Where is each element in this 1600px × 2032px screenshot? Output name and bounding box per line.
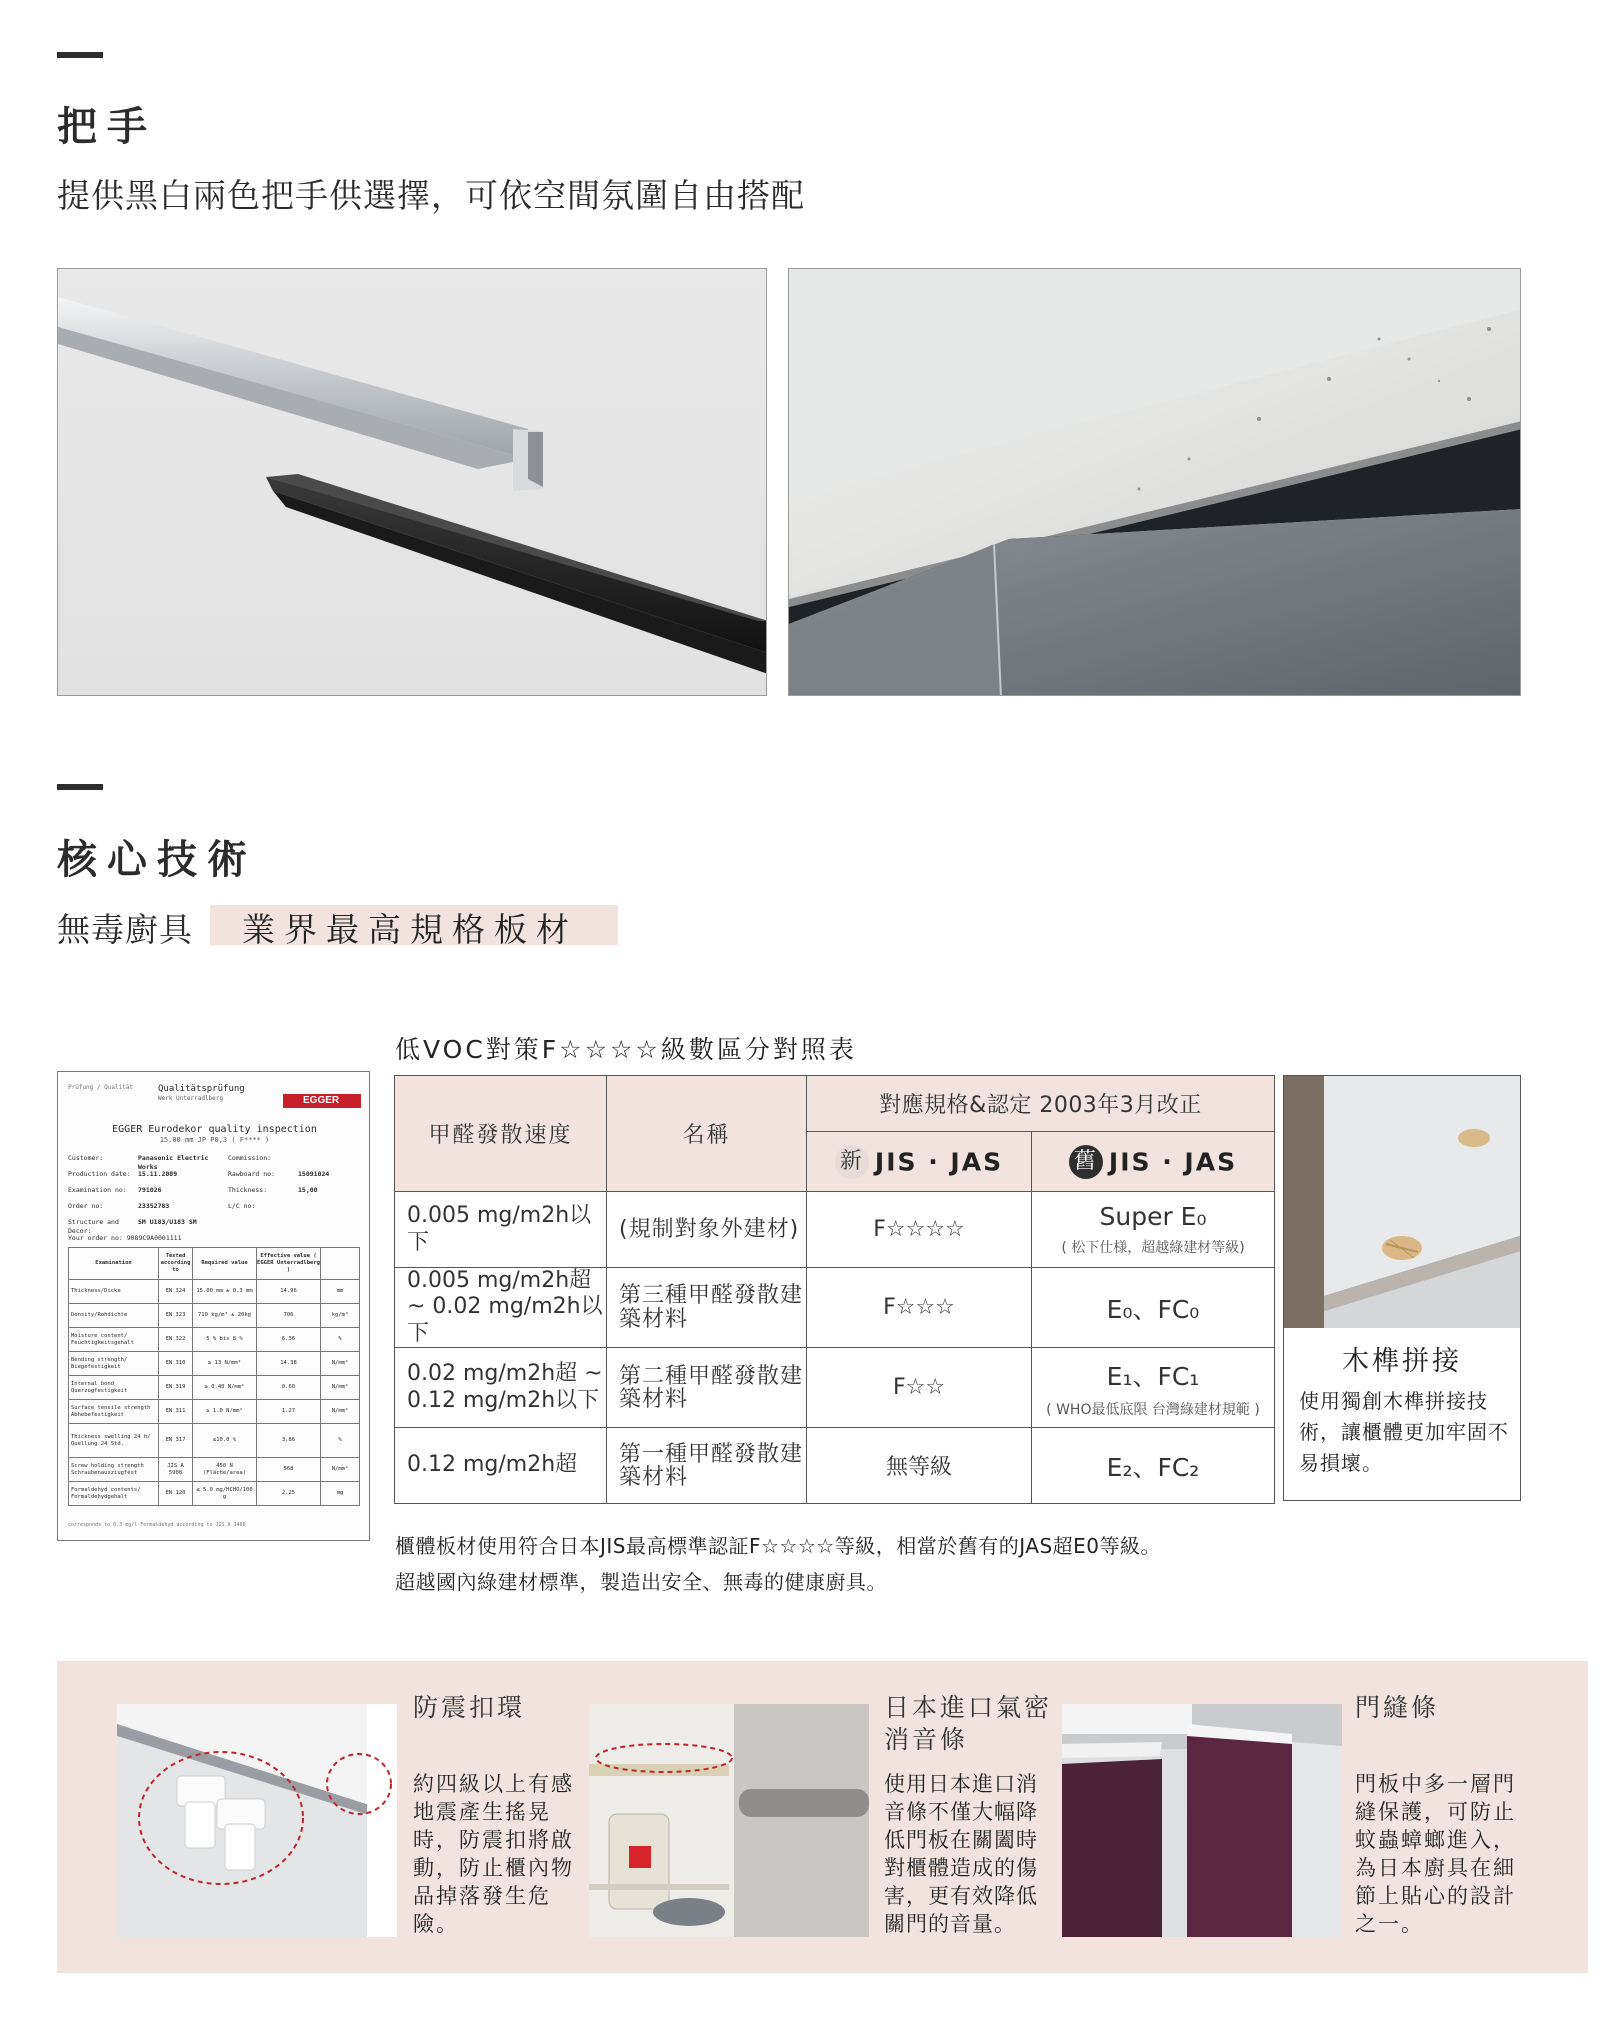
cert-field-label: Thickness: xyxy=(228,1186,268,1194)
cert-table-cell: EN 322 xyxy=(159,1328,193,1352)
door-gap-strip-photo xyxy=(1062,1704,1342,1937)
voc-note-line1: 櫃體板材使用符合日本JIS最高標準認証F☆☆☆☆等級，相當於舊有的JAS超E0等級。 xyxy=(395,1534,1161,1558)
cert-table-row xyxy=(69,1482,360,1506)
cert-table-row xyxy=(69,1376,360,1400)
handles-subtitle: 提供黑白兩色把手供選擇，可依空間氛圍自由搭配 xyxy=(57,176,805,215)
cert-table-cell: 450 N (Fläche/area) xyxy=(193,1458,257,1482)
cell-old-value: Super E₀ xyxy=(1099,1202,1207,1231)
feature-desc-door-gap: 門板中多一層門縫保護，可防止蚊蟲蟑螂進入，為日本廚具在細節上貼心的設計之一。 xyxy=(1355,1772,1516,1936)
cert-table-cell: % xyxy=(321,1424,360,1458)
egger-logo xyxy=(283,1094,361,1108)
cert-fields xyxy=(68,1154,363,1244)
cert-table-cell: 1.27 xyxy=(257,1400,321,1424)
cert-table-cell: ≥ 1.0 N/mm² xyxy=(193,1400,257,1424)
core-label: 無毒廚具 xyxy=(57,910,193,949)
cert-table-cell: ≥ 0.40 N/mm² xyxy=(193,1376,257,1400)
cell-name: (規制對象外建材) xyxy=(607,1192,807,1268)
cell-speed: 0.02 mg/m2h超 ~ 0.12 mg/m2h以下 xyxy=(395,1348,607,1428)
cert-table-row xyxy=(69,1304,360,1328)
cert-title: Qualitätsprüfung xyxy=(158,1084,245,1094)
cert-table-cell: N/mm² xyxy=(321,1400,360,1424)
section-dash-handles xyxy=(57,52,103,58)
handle-profiles-photo xyxy=(57,268,767,696)
header-jis-old xyxy=(1032,1132,1275,1192)
cert-table-row xyxy=(69,1280,360,1304)
cert-field-value: 15091024 xyxy=(298,1170,330,1178)
cert-col-header: Tested according to xyxy=(159,1248,193,1280)
cert-field-value: 791026 xyxy=(138,1186,162,1194)
cell-new: F☆☆ xyxy=(807,1348,1032,1428)
cert-field-label: Commission: xyxy=(228,1154,272,1162)
cert-table-cell: 15.00 mm ± 0.3 mm xyxy=(193,1280,257,1304)
cert-table-cell: ≤10.0 % xyxy=(193,1424,257,1458)
cert-table-cell: EN 311 xyxy=(159,1400,193,1424)
voc-table-title: 低VOC對策F☆☆☆☆級數區分對照表 xyxy=(395,1035,857,1064)
cert-table-cell: 14.96 xyxy=(257,1280,321,1304)
cert-col-header: Effective value ( EGGER Unterradlberg ) xyxy=(257,1248,321,1280)
cert-field-label: L/C no: xyxy=(228,1202,256,1210)
cert-table-cell: N/mm² xyxy=(321,1352,360,1376)
cert-table-cell: EN 323 xyxy=(159,1304,193,1328)
cert-table-cell: 710 kg/m³ ± 20kg xyxy=(193,1304,257,1328)
cell-speed: 0.005 mg/m2h以下 xyxy=(395,1192,607,1268)
cert-table-cell: ≥ 13 N/mm² xyxy=(193,1352,257,1376)
egger-logo-text: EGGER xyxy=(303,1095,340,1106)
cell-name: 第一種甲醛發散建築材料 xyxy=(607,1428,807,1504)
dowel-description: 使用獨創木榫拼接技術，讓櫃體更加牢固不易損壞。 xyxy=(1299,1389,1509,1475)
egger-certificate xyxy=(57,1071,370,1541)
cert-table-row xyxy=(69,1424,360,1458)
cell-old-value: E₂、FC₂ xyxy=(1106,1452,1200,1482)
cert-order: Your order no: 9089C9A0001111 xyxy=(68,1234,182,1242)
cert-table-cell: N/mm² xyxy=(321,1376,360,1400)
new-badge: 新 xyxy=(835,1145,869,1179)
feature-title-quake: 防震扣環 xyxy=(413,1693,526,1722)
table-row xyxy=(395,1348,1275,1428)
silencer-strip-photo xyxy=(589,1704,869,1937)
handles-title: 把手 xyxy=(57,104,157,150)
cert-field-label: Rawboard no: xyxy=(228,1170,275,1178)
cert-table-row xyxy=(69,1352,360,1376)
cert-table-cell: EN 324 xyxy=(159,1280,193,1304)
feature-title-silencer: 日本進口氣密消音條 xyxy=(884,1693,1053,1754)
cert-table-cell: mg xyxy=(321,1482,360,1506)
cert-table-cell: Surface tensile strength Abhebefestigkeit xyxy=(69,1400,159,1424)
cert-field-label: Structure and Decor: xyxy=(68,1218,119,1235)
cert-table-cell: Screw holding strength Schraubenausziugfest xyxy=(69,1458,159,1482)
cert-table-cell: EN 317 xyxy=(159,1424,193,1458)
cert-table-cell: 568 xyxy=(257,1458,321,1482)
cert-subtitle: Werk Unterradlberg xyxy=(158,1095,224,1102)
cert-field-row xyxy=(68,1202,363,1218)
cert-field-row xyxy=(68,1154,363,1170)
jis-old-label: JIS · JAS xyxy=(1108,1147,1238,1176)
cert-field-row xyxy=(68,1170,363,1186)
cell-old-note: ( WHO最低底限 台灣綠建材規範 ) xyxy=(1046,1401,1260,1418)
cert-table-row xyxy=(69,1328,360,1352)
voc-table xyxy=(394,1075,1275,1504)
cert-table-cell: N/mm² xyxy=(321,1458,360,1482)
cert-table-cell: ≤ 5.0 mg/HCHO/100 g xyxy=(193,1482,257,1506)
cert-table-cell: 3.86 xyxy=(257,1424,321,1458)
cert-table-cell: 14.38 xyxy=(257,1352,321,1376)
cell-name: 第二種甲醛發散建築材料 xyxy=(607,1348,807,1428)
cell-new: F☆☆☆☆ xyxy=(807,1192,1032,1268)
cert-header-left: Prüfung / Qualität xyxy=(68,1084,134,1091)
feature-desc-silencer: 使用日本進口消音條不僅大幅降低門板在關闔時對櫃體造成的傷害，更有效降低關門的音量。 xyxy=(884,1772,1038,1936)
cert-field-value: Panasonic Electric Works xyxy=(138,1154,209,1171)
cell-speed: 0.12 mg/m2h超 xyxy=(395,1428,607,1504)
cell-new: F☆☆☆ xyxy=(807,1268,1032,1348)
dowel-card xyxy=(1283,1075,1521,1501)
cert-table-row xyxy=(69,1400,360,1424)
cert-table-cell: Thickness/Dicke xyxy=(69,1280,159,1304)
cert-table-cell: kg/m³ xyxy=(321,1304,360,1328)
cert-table-cell: Formaldehyd contents/ Formaldehydgehalt xyxy=(69,1482,159,1506)
dowel-title: 木榫拼接 xyxy=(1342,1346,1462,1377)
cell-old xyxy=(1032,1192,1275,1268)
old-badge: 舊 xyxy=(1069,1145,1103,1179)
cert-table xyxy=(68,1247,360,1506)
cert-heading: EGGER Eurodekor quality inspection xyxy=(112,1124,317,1135)
cert-table-cell: EN 310 xyxy=(159,1352,193,1376)
cell-speed: 0.005 mg/m2h超 ~ 0.02 mg/m2h以下 xyxy=(395,1268,607,1348)
cert-field-row xyxy=(68,1186,363,1202)
cert-table-cell: Bending strength/ Biegefestigkeit xyxy=(69,1352,159,1376)
cert-table-cell: 706 xyxy=(257,1304,321,1328)
header-jis-new xyxy=(807,1132,1032,1192)
cert-col-header: Required value xyxy=(193,1248,257,1280)
cert-field-row xyxy=(68,1218,363,1234)
cert-field-value: 23352783 xyxy=(138,1202,170,1210)
cert-col-header: Examination xyxy=(69,1248,159,1280)
cert-col-header xyxy=(321,1248,360,1280)
table-row xyxy=(395,1428,1275,1504)
cell-old xyxy=(1032,1268,1275,1348)
core-highlight: 業界最高規格板材 xyxy=(242,910,578,949)
dowel-photo xyxy=(1284,1076,1520,1328)
cert-table-cell: % xyxy=(321,1328,360,1352)
feature-title-door-gap: 門縫條 xyxy=(1355,1693,1440,1722)
cert-table-cell: 0.60 xyxy=(257,1376,321,1400)
cert-table-cell: EN 319 xyxy=(159,1376,193,1400)
feature-desc-quake: 約四級以上有感地震產生搖晃時，防震扣將啟動，防止櫃內物品掉落發生危險。 xyxy=(413,1772,574,1936)
cell-old-note: ( 松下仕様，超越綠建材等級) xyxy=(1061,1240,1245,1256)
cell-old xyxy=(1032,1428,1275,1504)
cert-table-cell: JIS A 5908 xyxy=(159,1458,193,1482)
cert-field-label: Order no: xyxy=(68,1202,104,1210)
cert-table-cell: Moisture content/ Feuchtigkeitsgehalt xyxy=(69,1328,159,1352)
cert-table-cell: 6.36 xyxy=(257,1328,321,1352)
cert-field-label: Production date: xyxy=(68,1170,131,1178)
core-title: 核心技術 xyxy=(57,837,257,883)
cert-field-value: 15.11.2009 xyxy=(138,1170,178,1178)
cert-heading-sub: 15.00 mm JP P0,3 ( F**** ) xyxy=(159,1136,270,1144)
cell-old-value: E₁、FC₁ xyxy=(1106,1361,1200,1391)
section-dash-core xyxy=(57,784,103,790)
cert-table-row xyxy=(69,1458,360,1482)
anti-quake-clip-photo xyxy=(117,1704,397,1937)
black-handle-on-cabinet-photo xyxy=(788,268,1521,696)
table-row xyxy=(395,1268,1275,1348)
header-spec: 對應規格&認定 2003年3月改正 xyxy=(807,1076,1275,1132)
header-name: 名稱 xyxy=(607,1076,807,1192)
voc-note-line2: 超越國內綠建材標準，製造出安全、無毒的健康廚具。 xyxy=(395,1570,887,1594)
table-row xyxy=(395,1192,1275,1268)
cert-table-cell: mm xyxy=(321,1280,360,1304)
cert-field-value: 15,00 xyxy=(298,1186,318,1194)
cert-field-value: SM U183/U183 SM xyxy=(138,1218,197,1226)
cert-table-cell: Thickness swelling 24 h/ Quellung 24 Std. xyxy=(69,1424,159,1458)
cell-old xyxy=(1032,1348,1275,1428)
cell-old-value: E₀、FC₀ xyxy=(1106,1294,1200,1324)
cert-table-cell: 2.25 xyxy=(257,1482,321,1506)
cert-table-cell: Internal bond Querzugfestigkeit xyxy=(69,1376,159,1400)
cert-field-label: Customer: xyxy=(68,1154,104,1162)
cell-name: 第三種甲醛發散建築材料 xyxy=(607,1268,807,1348)
header-speed: 甲醛發散速度 xyxy=(395,1076,607,1192)
cert-table-cell: Density/Rohdichte xyxy=(69,1304,159,1328)
cell-new: 無等級 xyxy=(807,1428,1032,1504)
cert-footer: corresponds to 0.3 mg/l Formaldehyd according to JIS A 1460 xyxy=(68,1522,246,1528)
cert-table-cell: EN 120 xyxy=(159,1482,193,1506)
jis-new-label: JIS · JAS xyxy=(874,1147,1004,1176)
cert-field-label: Examination no: xyxy=(68,1186,127,1194)
cert-table-cell: 5 % bis 8 % xyxy=(193,1328,257,1352)
